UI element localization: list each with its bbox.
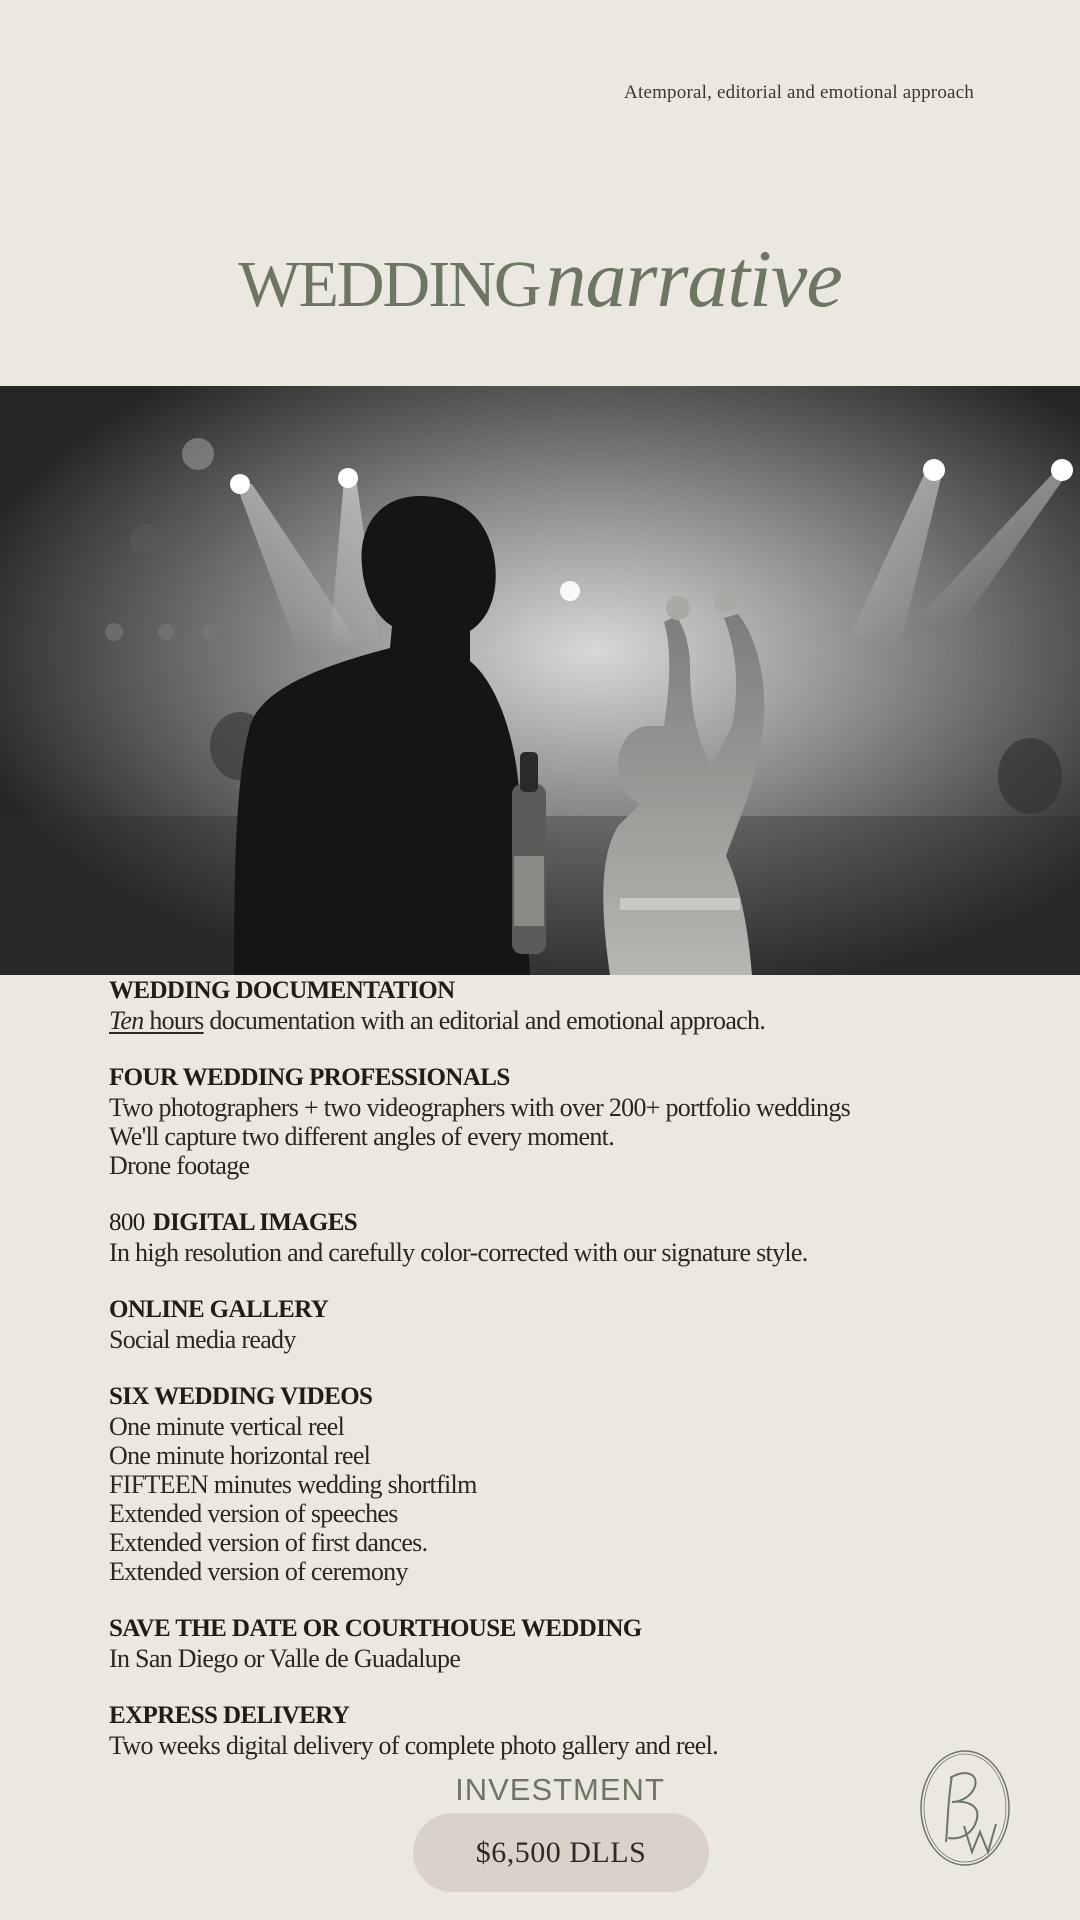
section-line: One minute vertical reel: [109, 1412, 345, 1441]
section-delivery: [109, 1701, 989, 1760]
section-line: In high resolution and carefully color-corrected with our signature style.: [109, 1238, 808, 1267]
heading-text: DIGITAL IMAGES: [152, 1209, 358, 1236]
section-line: Extended version of ceremony: [109, 1557, 408, 1586]
section-heading: EXPRESS DELIVERY: [109, 1702, 350, 1729]
bw-monogram-logo: [918, 1748, 1012, 1868]
section-videos: [109, 1382, 989, 1586]
section-line: Drone footage: [109, 1151, 250, 1180]
section-save-the-date: [109, 1614, 989, 1673]
package-details: [109, 976, 989, 1788]
section-heading: FOUR WEDDING PROFESSIONALS: [109, 1064, 510, 1091]
section-gallery: [109, 1295, 989, 1354]
hero-photo-illustration: [0, 386, 1080, 975]
investment-label: INVESTMENT: [455, 1772, 665, 1807]
price-badge: [413, 1813, 709, 1892]
section-line: Two weeks digital delivery of complete photo gallery and reel.: [109, 1731, 718, 1760]
section-heading: SIX WEDDING VIDEOS: [109, 1383, 373, 1410]
title-caps: WEDDING: [238, 248, 540, 321]
section-heading: ONLINE GALLERY: [109, 1296, 329, 1323]
section-heading: SAVE THE DATE OR COURTHOUSE WEDDING: [109, 1615, 642, 1642]
section-line: Extended version of speeches: [109, 1499, 398, 1528]
title-script: narrative: [545, 233, 842, 324]
section-line: In San Diego or Valle de Guadalupe: [109, 1644, 461, 1673]
section-line: We'll capture two different angles of every moment.: [109, 1122, 614, 1151]
section-images: [109, 1208, 989, 1267]
section-professionals: [109, 1063, 989, 1180]
tagline: Atemporal, editorial and emotional approach: [624, 82, 974, 103]
section-documentation: [109, 976, 989, 1035]
underlined-word: hours: [149, 1006, 204, 1035]
section-line: [109, 1006, 989, 1035]
hero-photo: [0, 386, 1080, 975]
price-text: $6,500 DLLS: [475, 1835, 647, 1869]
line-text: documentation with an editorial and emotional approach.: [209, 1006, 766, 1035]
section-heading: [109, 1208, 989, 1238]
section-heading: WEDDING DOCUMENTATION: [109, 977, 455, 1004]
image-count: 800: [109, 1209, 145, 1236]
section-line: Social media ready: [109, 1325, 296, 1354]
emphasis-word: Ten: [109, 1006, 144, 1035]
section-line: FIFTEEN minutes wedding shortfilm: [109, 1470, 477, 1499]
section-line: One minute horizontal reel: [109, 1441, 371, 1470]
section-line: Extended version of first dances.: [109, 1528, 428, 1557]
page-title: [0, 232, 1080, 326]
section-line: Two photographers + two videographers with over 200+ portfolio weddings: [109, 1093, 851, 1122]
